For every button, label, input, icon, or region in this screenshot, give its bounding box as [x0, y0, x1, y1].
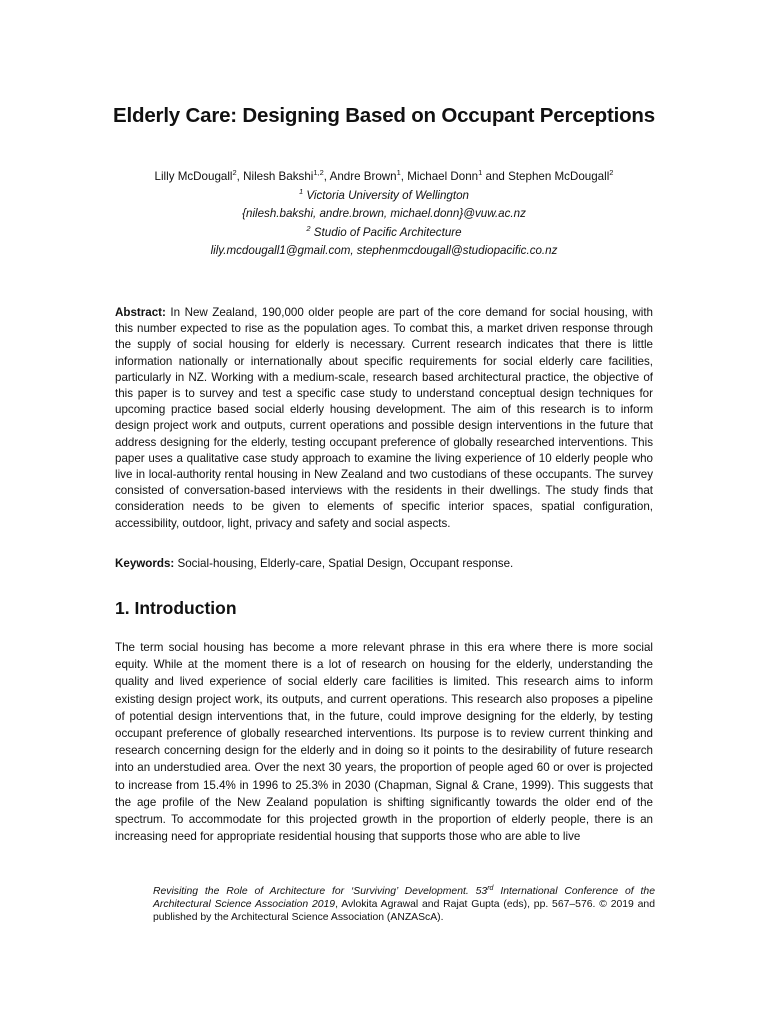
affiliation-name: Victoria University of Wellington: [303, 188, 469, 202]
keywords-text: Social-housing, Elderly-care, Spatial Design, Occupant response.: [174, 557, 514, 570]
conference-footer: [153, 885, 655, 924]
author-affiliation-mark: 2: [609, 168, 614, 177]
section-heading-introduction: 1. Introduction: [115, 598, 237, 618]
affiliation-mark: 1: [299, 186, 304, 196]
affiliation-mark: 2: [306, 223, 311, 233]
affiliation-name: Studio of Pacific Architecture: [310, 225, 462, 239]
author-affiliation-mark: 1: [478, 168, 483, 177]
author-name: , Andre Brown: [323, 170, 397, 183]
introduction-paragraph: The term social housing has become a more relevant phrase in this era where there is more social equity. While at the moment there is a lot of research on housing for the elderly, understanding the quality and lived experience of social elderly care facilities is limited. This research aims to inform existing design project work, its outputs, and current operations. This research also proposes a pipeline of potential design interventions that, in the future, could improve designing for the elderly, by testing occupant preference of globally researched interventions. Its purpose is to review current thinking and research concerning design for the elderly and in doing so it points to the desirability of future research into an understudied area. Over the next 30 years, the proportion of people aged 60 or over is projected to increase from 15.4% in 1996 to 25.3% in 2030 (Chapman, Signal & Crane, 1999). This suggests that the age profile of the New Zealand population is shifting significantly towards the older end of the spectrum. To accommodate for this projected growth in the proportion of elderly people, there is an increasing need for appropriate residential housing that supports those who are able to live: [115, 641, 653, 844]
abstract-text: In New Zealand, 190,000 older people are part of the core demand for social housing, with this number expected to rise as the population ages. To combat this, a market driven response through the supply of social housing for elderly is necessary. Current research indicates that there is little information nationally or internationally about specific requirements for social elderly care facilities, particularly in NZ. Working with a medium-scale, research based architectural practice, the objective of this paper is to survey and test a specific case study to understand conceptual design techniques for upcoming practice based social elderly housing development. The aim of this research is to inform design project work and outputs, current operations and possible design interventions in the future that address designing for the elderly, testing occupant preference of globally researched interventions. This paper uses a qualitative case study approach to examine the living experience of 10 elderly people who live in local-authority rental housing in New Zealand and two custodians of these occupants. The survey consisted of conversation-based interviews with the residents in their dwellings. The study finds that consideration needs to be given to elements of specific interior spaces, spatial configuration, accessibility, outdoor, light, privacy and safety and social aspects.: [115, 306, 653, 530]
keywords-label: Keywords:: [115, 557, 175, 570]
author-affiliation-mark: 1,2: [313, 168, 324, 177]
footer-conference-name-cont: International Conference of the Architectural Science Association 2019: [153, 886, 655, 910]
author-affiliation-mark: 2: [232, 168, 237, 177]
affiliation-1: [0, 187, 768, 206]
author-name: , Nilesh Bakshi: [236, 170, 314, 183]
abstract: [115, 305, 653, 532]
footer-ordinal-suffix: rd: [487, 885, 494, 892]
abstract-label: Abstract:: [115, 306, 166, 319]
footer-publication-info: , Avlokita Agrawal and Rajat Gupta (eds), pp. 567–576. © 2019 and published by the Architectural Science Association (ANZAScA).: [153, 899, 655, 923]
paper-title: Elderly Care: Designing Based on Occupant Perceptions: [113, 104, 655, 127]
author-list: [0, 168, 768, 187]
author-name: , Michael Donn: [400, 170, 479, 183]
author-name: and Stephen McDougall: [482, 170, 610, 183]
affiliation-1-emails: {nilesh.bakshi, andre.brown, michael.donn}@vuw.ac.nz: [242, 207, 526, 221]
keywords: [115, 556, 653, 572]
author-affiliation-mark: 1: [396, 168, 401, 177]
footer-conference-name: Revisiting the Role of Architecture for ‘Surviving’ Development. 53: [153, 886, 488, 897]
affiliation-2-emails: lily.mcdougall1@gmail.com, stephenmcdougall@studiopacific.co.nz: [210, 244, 558, 258]
authors-block: [0, 168, 768, 261]
author-name: Lilly McDougall: [154, 170, 233, 183]
affiliation-2: [0, 224, 768, 243]
